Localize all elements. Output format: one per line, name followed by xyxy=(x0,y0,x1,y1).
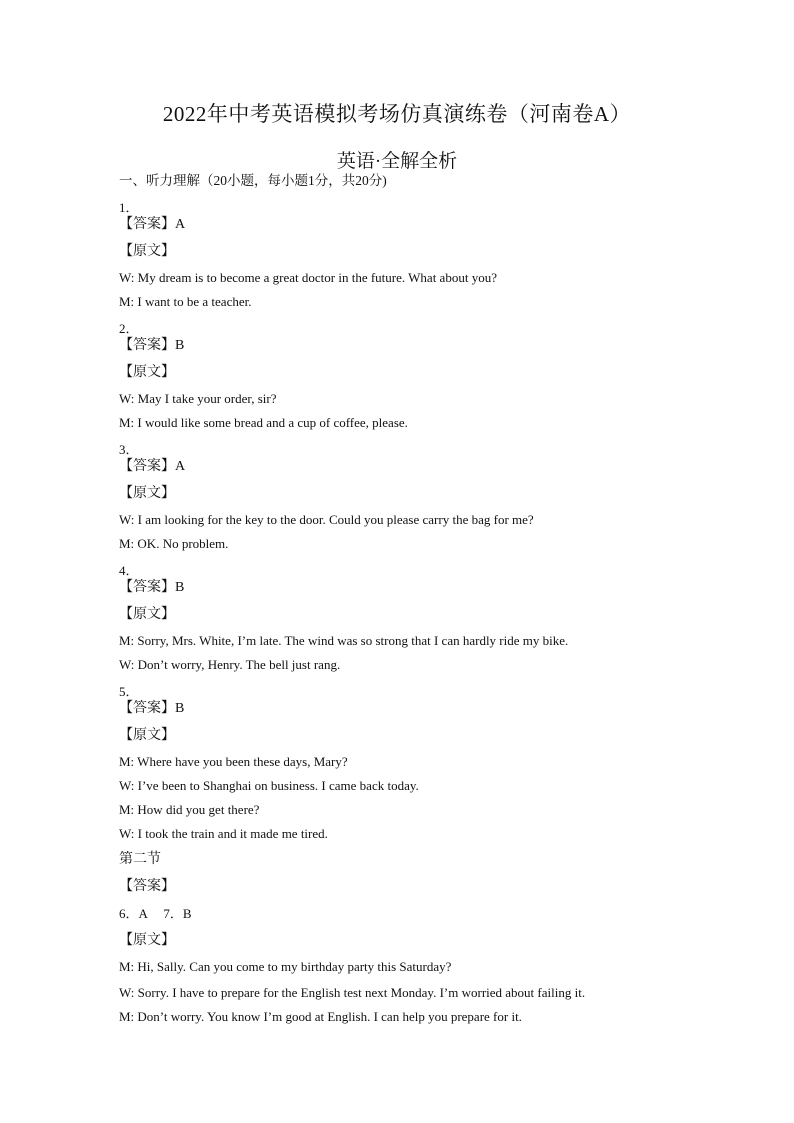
transcript-label: 【原文】 xyxy=(119,607,175,622)
transcript-line: M: Hi, Sally. Can you come to my birthday party this Saturday? xyxy=(119,959,452,974)
document-subtitle: 英语·全解全析 xyxy=(336,151,458,172)
transcript-line: M: I would like some bread and a cup of coffee, please. xyxy=(119,415,408,430)
transcript-line: M: Sorry, Mrs. White, I’m late. The wind was so strong that I can hardly ride my bike. xyxy=(119,633,569,648)
transcript-line: W: I’ve been to Shanghai on business. I came back today. xyxy=(119,778,419,793)
transcript-line: M: How did you get there? xyxy=(119,802,260,817)
answers-line: 6．A 7．B xyxy=(119,906,192,921)
section-heading: 一、听力理解（20小题，每小题1分，共20分) xyxy=(119,173,387,188)
transcript-line: W: I am looking for the key to the door. Could you please carry the bag for me? xyxy=(119,512,534,527)
transcript-line: W: May I take your order, sir? xyxy=(119,391,277,406)
answer-label: 【答案】B xyxy=(119,701,185,716)
transcript-label: 【原文】 xyxy=(119,365,175,380)
transcript-label: 【原文】 xyxy=(119,933,175,948)
question-number: 2． xyxy=(119,321,139,336)
transcript-label: 【原文】 xyxy=(119,244,175,259)
answer-label: 【答案】 xyxy=(119,879,175,894)
answer-label: 【答案】B xyxy=(119,338,185,353)
transcript-line: W: I took the train and it made me tired. xyxy=(119,826,328,841)
document-title: 2022年中考英语模拟考场仿真演练卷（河南卷A） xyxy=(162,102,632,126)
transcript-line: W: Don’t worry, Henry. The bell just rang. xyxy=(119,657,341,672)
section-heading: 第二节 xyxy=(119,852,161,867)
question-number: 3． xyxy=(119,442,139,457)
answer-label: 【答案】A xyxy=(119,217,186,232)
transcript-line: W: Sorry. I have to prepare for the English test next Monday. I’m worried about failing it. xyxy=(119,985,586,1000)
transcript-line: M: OK. No problem. xyxy=(119,536,229,551)
answer-label: 【答案】B xyxy=(119,580,185,595)
answer-label: 【答案】A xyxy=(119,459,186,474)
transcript-label: 【原文】 xyxy=(119,728,175,743)
question-number: 4． xyxy=(119,563,139,578)
transcript-line: M: I want to be a teacher. xyxy=(119,294,252,309)
transcript-label: 【原文】 xyxy=(119,486,175,501)
transcript-line: W: My dream is to become a great doctor in the future. What about you? xyxy=(119,270,497,285)
transcript-line: M: Where have you been these days, Mary? xyxy=(119,754,348,769)
question-number: 1． xyxy=(119,200,139,215)
transcript-line: M: Don’t worry. You know I’m good at English. I can help you prepare for it. xyxy=(119,1009,522,1024)
question-number: 5． xyxy=(119,684,139,699)
